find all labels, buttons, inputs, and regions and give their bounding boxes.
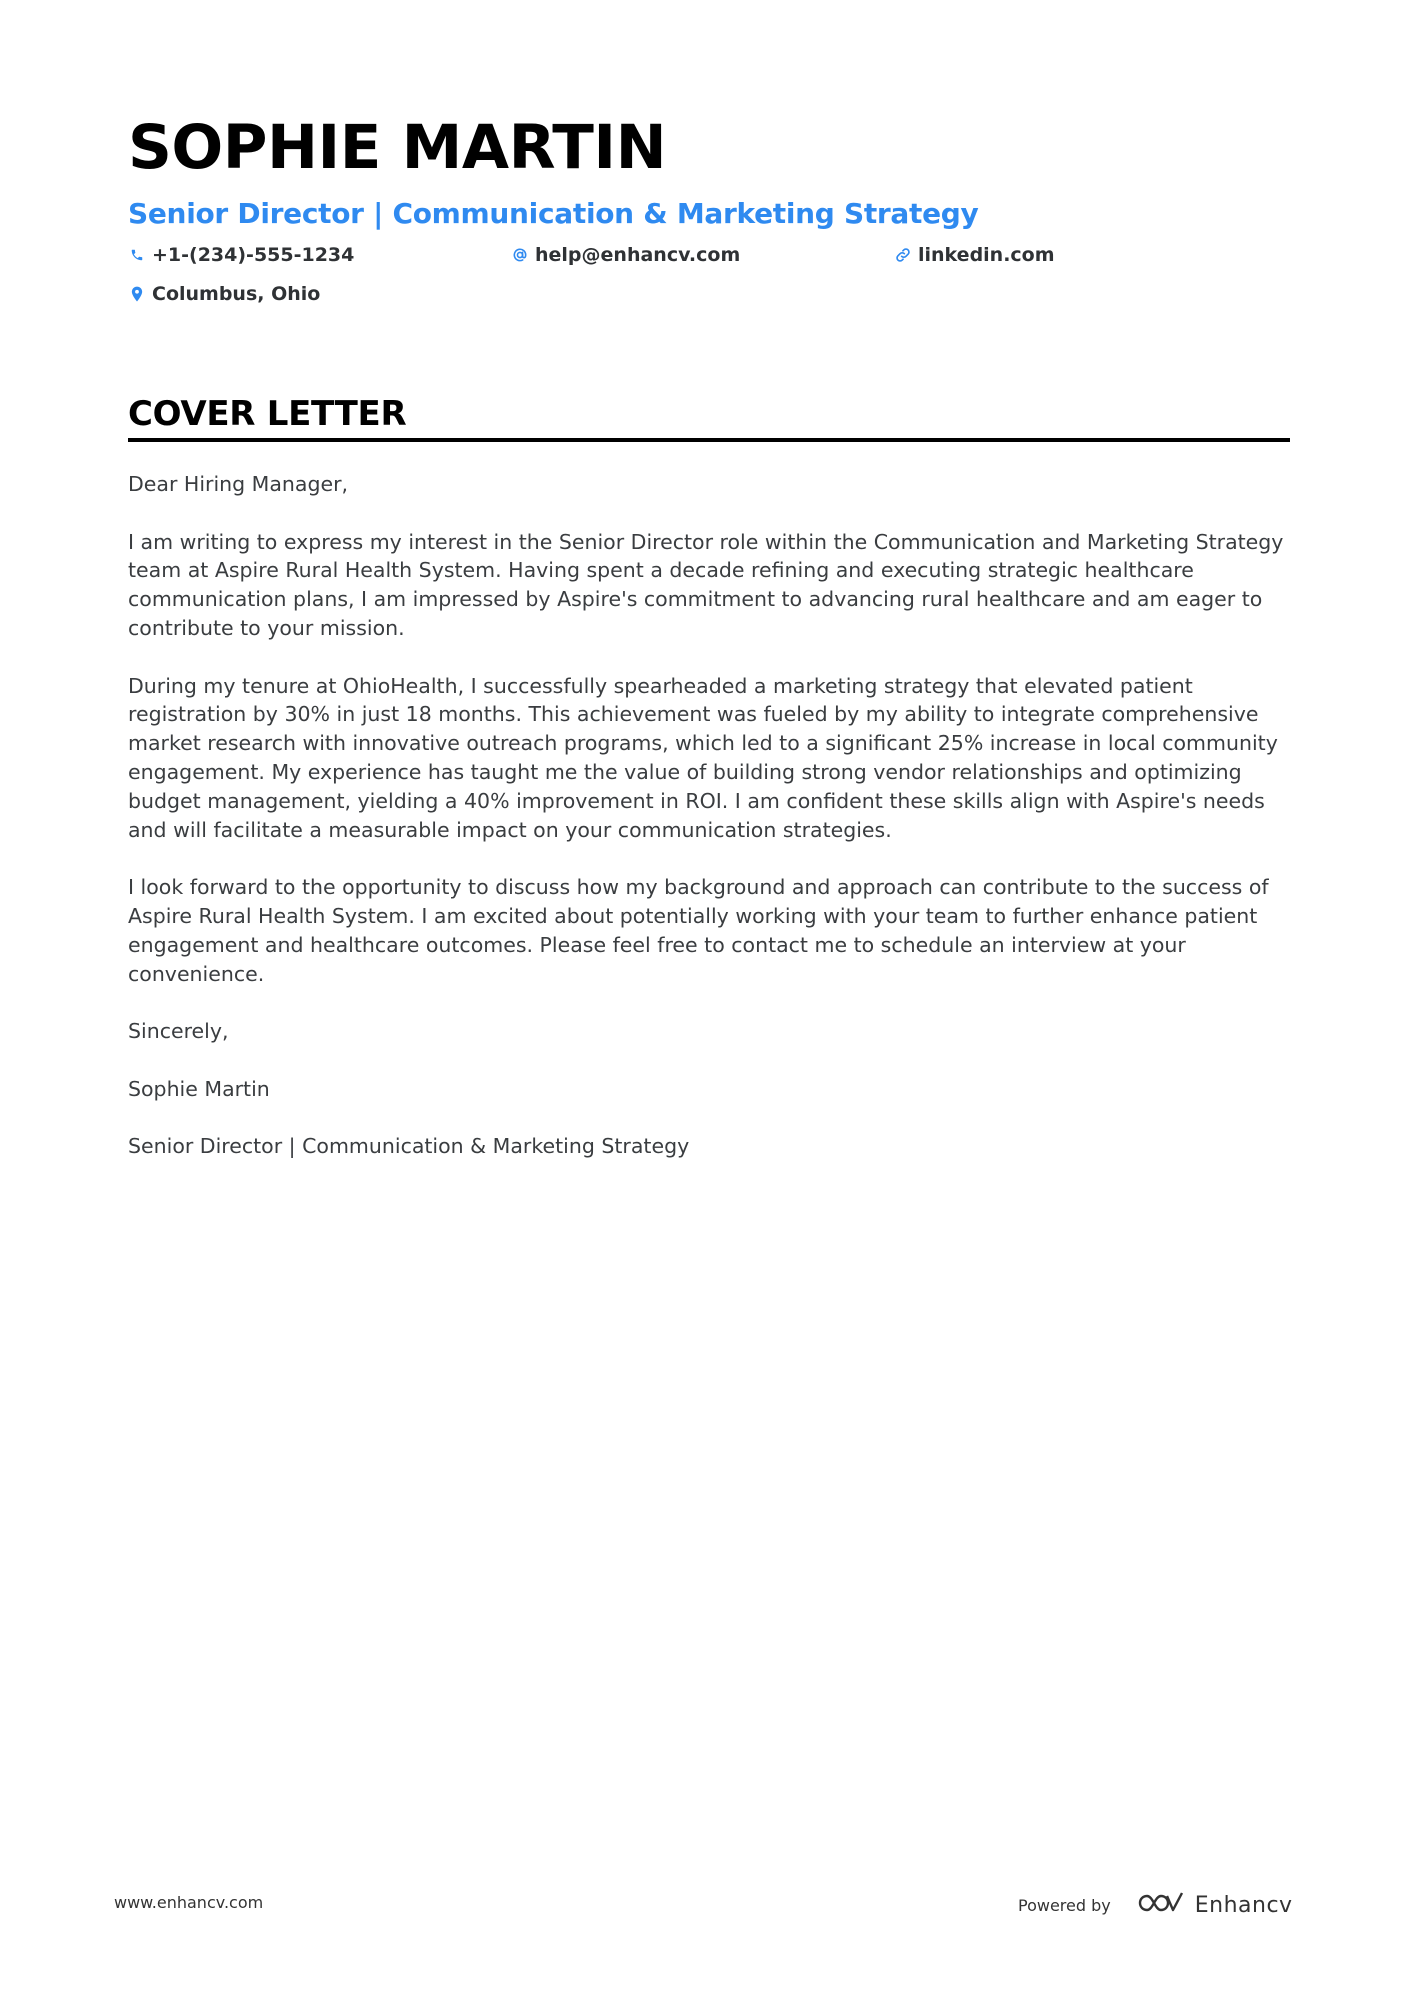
brand-name: Enhancv <box>1194 1892 1293 1918</box>
email-text: help@enhancv.com <box>535 244 741 266</box>
letter-body <box>128 470 1298 1190</box>
contact-email[interactable] <box>511 240 740 270</box>
section-title: COVER LETTER <box>128 394 407 434</box>
signature-name: Sophie Martin <box>128 1076 270 1101</box>
powered-by-label: Powered by <box>1018 1895 1111 1915</box>
resume-header <box>128 108 1290 320</box>
letter-paragraph: During my tenure at OhioHealth, I successfully spearheaded a marketing strategy that elevated patient registration by 30% in just 18 months. This achievement was fueled by my ability to integrate comprehensive market research with innovative outreach programs, which led to a significant 25% increase in local community engagement. My experience has taught me the value of building strong vendor relationships and optimizing budget management, yielding a 40% improvement in ROI. I am confident these skills align with Aspire's needs and will facilitate a measurable impact on your communication strategies. <box>128 673 1278 842</box>
contact-location <box>128 279 320 309</box>
footer-url[interactable]: www.enhancv.com <box>114 1893 264 1912</box>
powered-by[interactable] <box>1018 1890 1293 1920</box>
location-text: Columbus, Ohio <box>152 283 321 305</box>
at-sign-icon <box>511 246 529 264</box>
phone-icon <box>128 246 146 264</box>
contact-linkedin[interactable] <box>894 240 1055 270</box>
section-divider <box>128 438 1290 442</box>
enhancv-logo-icon <box>1137 1890 1185 1920</box>
letter-closing: Sincerely, <box>128 1019 229 1044</box>
letter-greeting: Dear Hiring Manager, <box>128 472 349 496</box>
linkedin-text: linkedin.com <box>918 244 1055 266</box>
link-icon <box>894 246 912 264</box>
contact-info <box>128 240 1290 320</box>
phone-text: +1-(234)-555-1234 <box>152 244 355 266</box>
candidate-headline: Senior Director | Communication & Marketing Strategy <box>128 197 979 230</box>
brand-logo <box>1137 1890 1293 1920</box>
signature-title: Senior Director | Communication & Marketing Strategy <box>128 1134 690 1159</box>
letter-paragraph: I look forward to the opportunity to discuss how my background and approach can contribute to the success of Aspire Rural Health System. I am excited about potentially working with your team to further enhance patient engagement and healthcare outcomes. Please feel free to contact me to schedule an interview at your convenience. <box>128 875 1269 986</box>
candidate-name: SOPHIE MARTIN <box>128 112 667 183</box>
map-pin-icon <box>128 285 146 303</box>
letter-paragraph: I am writing to express my interest in the Senior Director role within the Communication and Marketing Strategy team at Aspire Rural Health System. Having spent a decade refining and executing strategic healthcare communication plans, I am impressed by Aspire's commitment to advancing rural healthcare and am eager to contribute to your mission. <box>128 529 1284 640</box>
contact-phone[interactable] <box>128 240 354 270</box>
